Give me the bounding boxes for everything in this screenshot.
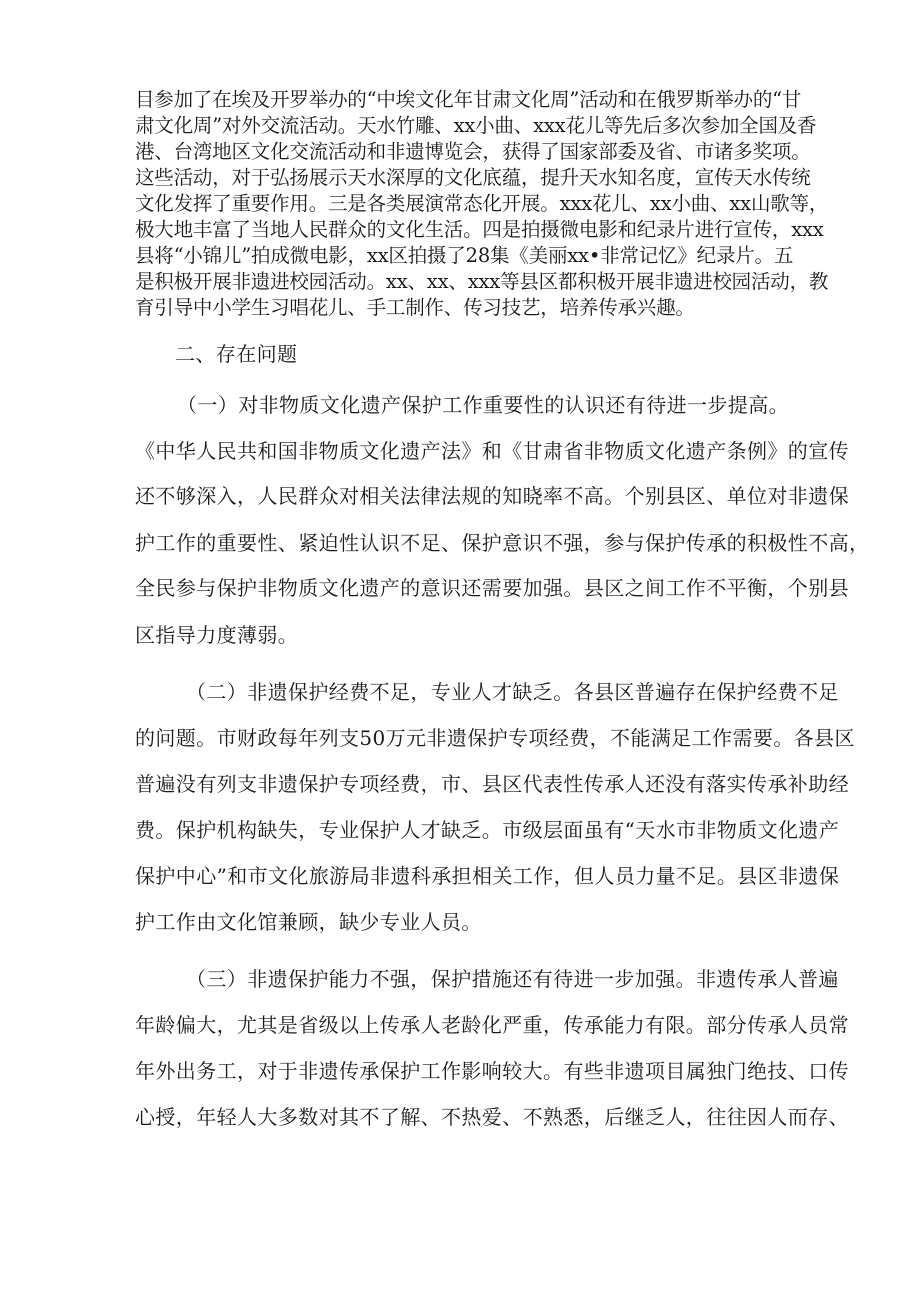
p3-line-3: 年外出务工，对于非遗传承保护工作影响较大。有些非遗项目属独门绝技、口传 [135, 1059, 849, 1083]
intro-line-9: 育引导中小学生习唱花儿、手工制作、传习技艺，培养传承兴趣。 [135, 296, 695, 319]
p2-line-4: 费。保护机构缺失，专业保护人才缺乏。市级层面虽有“天水市非物质文化遗产 [135, 818, 840, 842]
p1-line-2: 《中华人民共和国非物质文化遗产法》和《甘肃省非物质文化遗产条例》的宣传 [135, 439, 849, 463]
intro-line-1: 目参加了在埃及开罗举办的“中埃文化年甘肃文化周”活动和在俄罗斯举办的“甘 [135, 88, 802, 111]
p2-line-3: 普遍没有列支非遗保护专项经费，市、县区代表性传承人还没有落实传承补助经 [135, 772, 849, 796]
p2-line-1: （二）非遗保护经费不足，专业人才缺乏。各县区普遍存在保护经费不足 [186, 680, 839, 704]
intro-line-2: 肃文化周”对外交流活动。天水竹雕、xx小曲、xxx花儿等先后多次参加全国及香 [135, 114, 817, 137]
p3-line-4: 心授，年轻人大多数对其不了解、不热爱、不熟悉，后继乏人，往往因人而存、 [135, 1105, 849, 1129]
p3-line-1: （三）非遗保护能力不强，保护措施还有待进一步加强。非遗传承人普遍 [186, 967, 839, 991]
p2-line-6: 护工作由文化馆兼顾，缺少专业人员。 [135, 910, 482, 934]
intro-line-8: 是积极开展非遗进校园活动。xx、xx、xxx等县区都积极开展非遗进校园活动，教 [135, 270, 829, 293]
p2-line-5: 保护中心”和市文化旅游局非遗科承担相关工作，但人员力量不足。县区非遗保 [135, 864, 840, 888]
p1-line-1: （一）对非物质文化遗产保护工作重要性的认识还有待进一步提高。 [177, 393, 789, 417]
intro-line-7: 县将“小锦儿”拍成微电影，xx区拍摄了28集《美丽xx•非常记忆》纪录片。五 [135, 244, 794, 267]
p3-line-2: 年龄偏大，尤其是省级以上传承人老龄化严重，传承能力有限。部分传承人员常 [135, 1013, 849, 1037]
section-heading: 二、存在问题 [175, 342, 298, 366]
p1-line-4: 护工作的重要性、紧迫性认识不足、保护意识不强，参与保护传承的积极性不高， [135, 531, 870, 555]
p2-line-2: 的问题。市财政每年列支50万元非遗保护专项经费，不能满足工作需要。各县区 [135, 726, 855, 750]
intro-line-4: 这些活动，对于弘扬展示天水深厚的文化底蕴，提升天水知名度，宣传天水传统 [135, 166, 811, 189]
p1-line-3: 还不够深入，人民群众对相关法律法规的知晓率不高。个别县区、单位对非遗保 [135, 484, 849, 508]
intro-line-3: 港、台湾地区文化交流活动和非遗博览会，获得了国家部委及省、市诸多奖项。 [135, 140, 811, 163]
p1-line-6: 区指导力度薄弱。 [135, 623, 299, 647]
p1-line-5: 全民参与保护非物质文化遗产的意识还需要加强。县区之间工作不平衡，个别县 [135, 576, 849, 600]
intro-line-6: 极大地丰富了当地人民群众的文化生活。四是拍摄微电影和纪录片进行宣传，xxx [135, 218, 824, 241]
intro-line-5: 文化发挥了重要作用。三是各类展演常态化开展。xxx花儿、xx小曲、xx山歌等， [135, 192, 829, 215]
